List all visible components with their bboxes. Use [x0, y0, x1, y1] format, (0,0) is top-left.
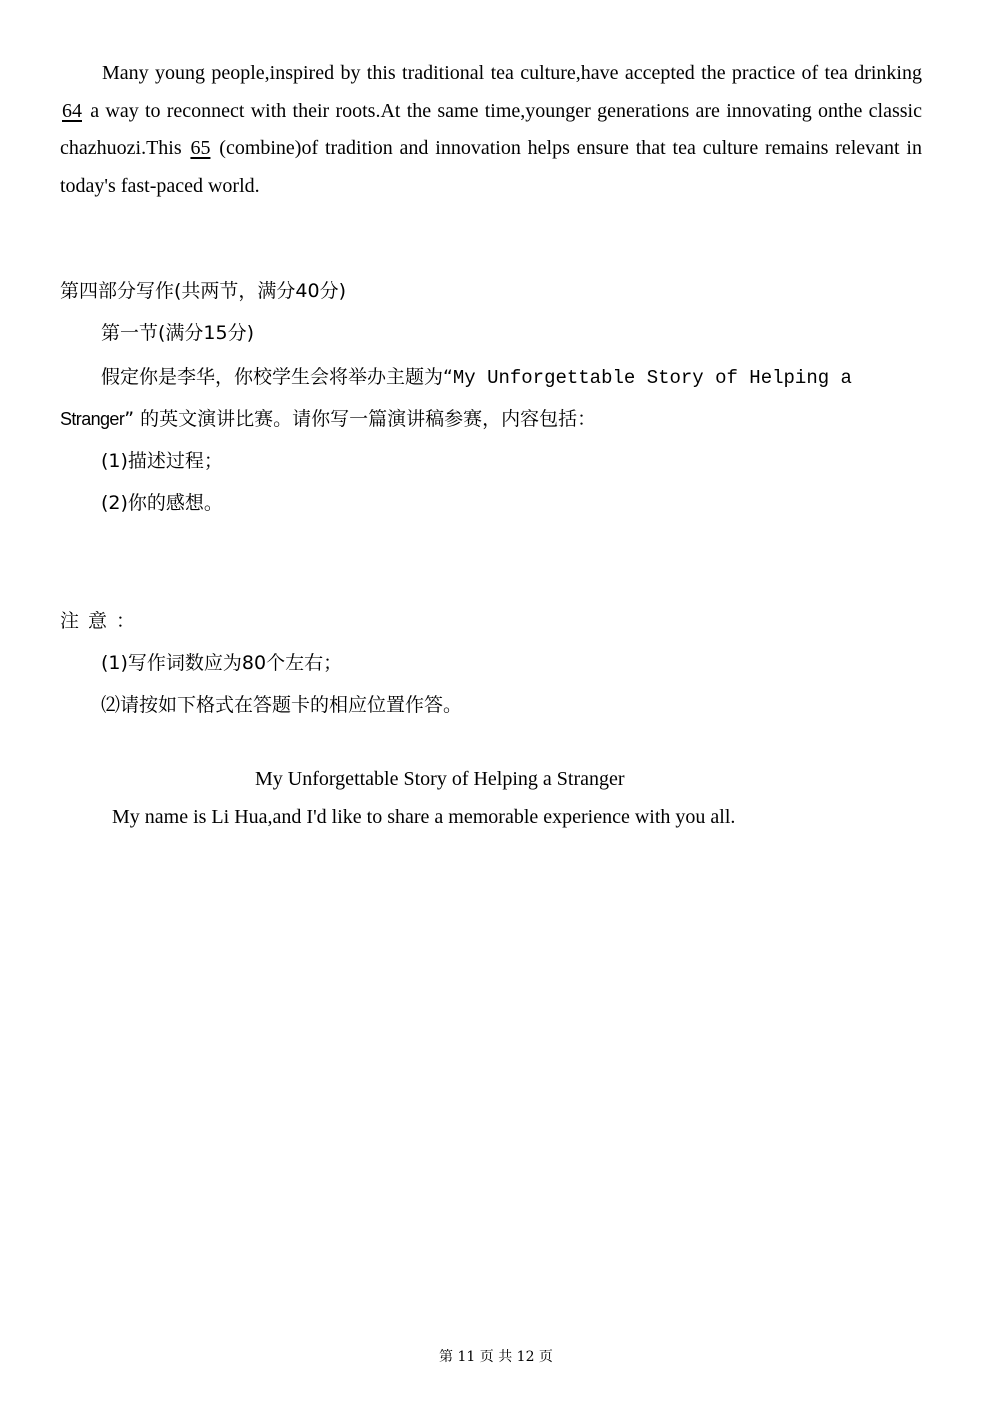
reading-text-part2: a way to reconnect with their roots.At the same time,younger generations are innovating onthe classic chazhuozi.This — [60, 99, 922, 159]
blank-65: 65 — [190, 137, 211, 159]
task-topic-line1: My Unforgettable Story of Helping a — [452, 367, 852, 389]
section-title: 第四部分写作(共两节，满分40分) — [60, 280, 347, 302]
task-description-line1 — [101, 362, 852, 389]
essay-title: My Unforgettable Story of Helping a Stranger — [255, 768, 625, 790]
note-title: 注意： — [60, 610, 145, 632]
task-description-line2 — [60, 404, 596, 431]
reading-text-part3: (combine)of tradition and innovation helps ensure that tea culture remains relevant in today's fast-paced world. — [60, 137, 922, 197]
note-item: (1)写作词数应为80个左右； — [101, 652, 343, 674]
page-footer: 第 11 页 共 12 页 — [439, 1349, 553, 1365]
essay-opening-sentence: My name is Li Hua,and I'd like to share a memorable experience with you all. — [112, 806, 736, 828]
reading-paragraph — [60, 55, 922, 205]
blank-64: 64 — [62, 99, 82, 122]
reading-text-part1: Many young people,inspired by this traditional tea culture,have accepted the practice of tea drinking — [102, 62, 922, 84]
note-item: ⑵请按如下格式在答题卡的相应位置作答。 — [101, 694, 463, 716]
task-prefix: 假定你是李华，你校学生会将举办主题为“ — [101, 366, 453, 388]
task-topic-line2: Stranger — [60, 409, 125, 429]
requirement-item: (2)你的感想。 — [101, 492, 223, 514]
task-suffix: ” 的英文演讲比赛。请你写一篇演讲稿参赛，内容包括： — [124, 408, 597, 430]
sub-section-title: 第一节(满分15分) — [101, 322, 255, 344]
requirement-item: (1)描述过程； — [101, 450, 223, 472]
